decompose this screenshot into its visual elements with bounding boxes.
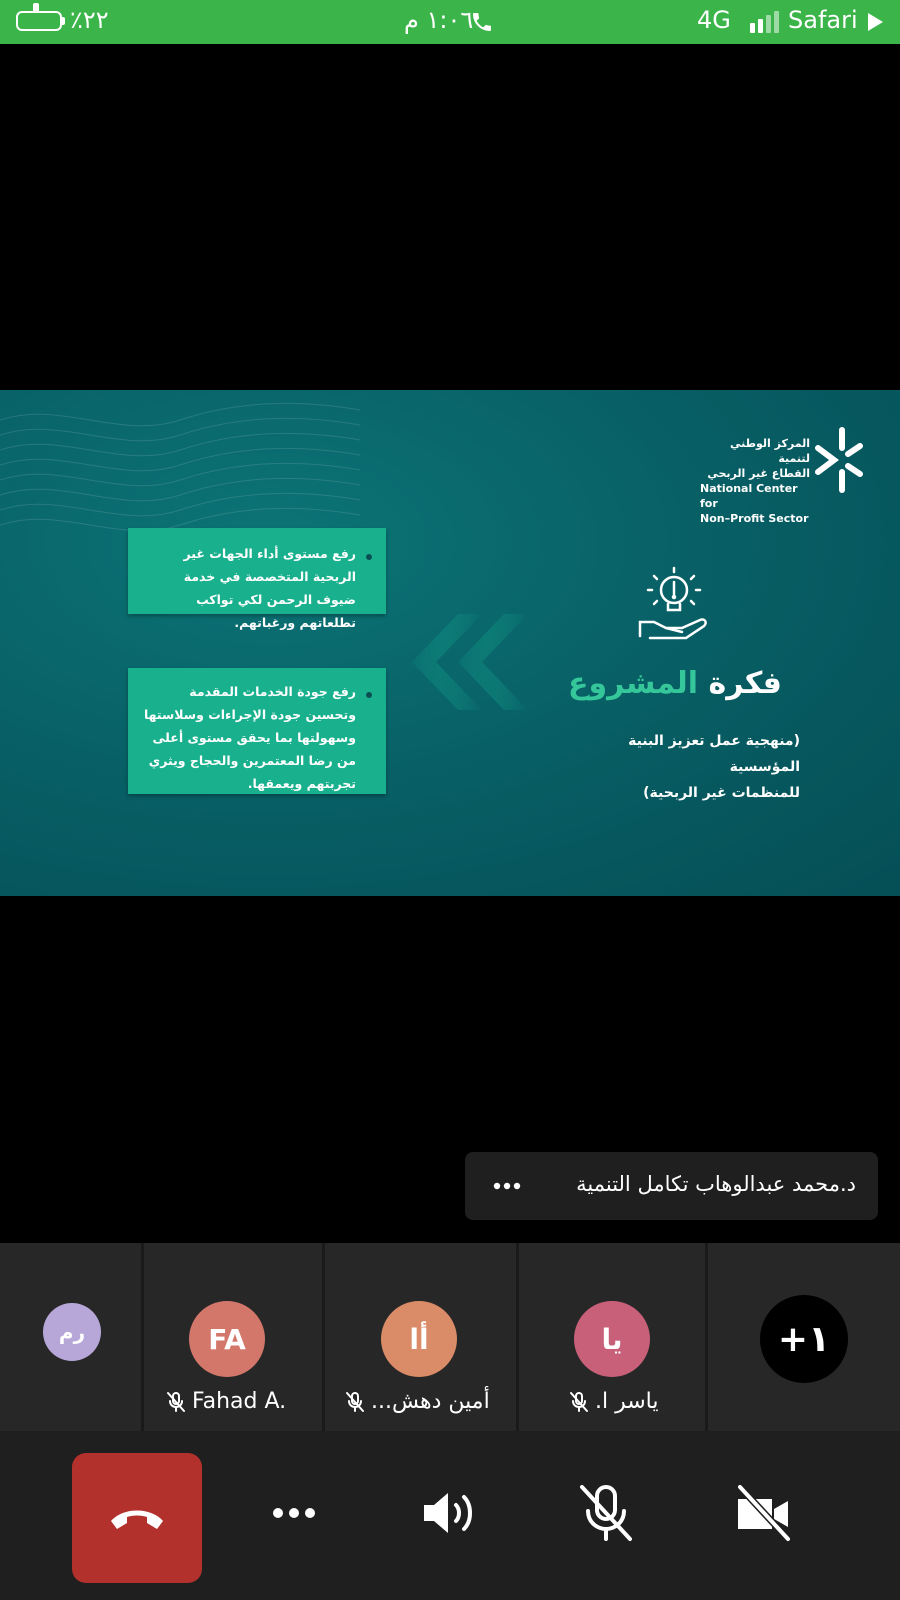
- avatar: أا: [381, 1301, 457, 1377]
- end-call-button[interactable]: [72, 1453, 202, 1583]
- ncnp-logo-icon: [812, 424, 866, 496]
- battery-percent: ٪٢٢: [70, 6, 109, 34]
- battery-level: [33, 3, 39, 13]
- camera-off-icon[interactable]: [734, 1483, 794, 1543]
- back-to-app[interactable]: Safari: [788, 6, 858, 34]
- more-options-button[interactable]: [264, 1483, 324, 1543]
- participant-tile[interactable]: [0, 1243, 141, 1431]
- mic-off-icon[interactable]: [576, 1483, 636, 1543]
- participant-name: Fahad A.: [166, 1389, 286, 1414]
- participant-name: ياسر ا.: [569, 1389, 659, 1414]
- avatar: FA: [189, 1301, 265, 1377]
- mic-off-icon: [569, 1391, 589, 1413]
- shared-screen-slide: [0, 390, 900, 896]
- double-chevron-left-icon: [412, 614, 528, 710]
- slide-title: فكرة المشروع: [568, 666, 782, 701]
- slide-subtitle: (منهجية عمل تعزيز البنية المؤسسية للمنظمات غير الربحية): [628, 733, 800, 801]
- participant-name: أمين دهش...: [345, 1389, 490, 1414]
- mic-off-icon: [166, 1391, 186, 1413]
- lightbulb-hand-icon: [636, 566, 712, 644]
- presenter-name: د.محمد عبدالوهاب تكامل التنمية: [576, 1172, 856, 1196]
- goal-box-2: [128, 668, 386, 794]
- status-bar: [0, 0, 900, 44]
- goal-text-1: رفع مستوى أداء الجهات غير الربحية المتخصصة في خدمة ضيوف الرحمن لكي تواكب تطلعاتهم ورغباتهم.: [183, 546, 356, 630]
- mic-off-icon: [345, 1391, 365, 1413]
- participants-strip: [0, 1243, 900, 1431]
- battery-icon: [16, 11, 62, 31]
- goal-text-2: رفع جودة الخدمات المقدمة وتحسين جودة الإجراءات وسلاستها وسهولتها بما يحقق مستوى أعلى من رضا المعتمرين والحجاج ويثري تجربتهم ويعمقها.: [143, 684, 356, 791]
- more-dots-icon[interactable]: [493, 1182, 521, 1190]
- participant-tile[interactable]: [144, 1243, 322, 1431]
- signal-icon: [750, 11, 782, 33]
- call-controls: [0, 1431, 900, 1600]
- speaker-volume-icon[interactable]: [420, 1483, 480, 1543]
- goal-box-1: [128, 528, 386, 630]
- phone-call-icon: [470, 10, 494, 34]
- avatar: رم: [43, 1303, 101, 1361]
- logo-text: المركز الوطني لتنمية القطاع غير الربحي National Center for Non–Profit Sector: [700, 437, 810, 525]
- phone-hangup-icon: [107, 1503, 167, 1533]
- participant-tile[interactable]: [325, 1243, 516, 1431]
- play-icon: [866, 12, 884, 32]
- presenter-label[interactable]: [465, 1152, 878, 1220]
- network-type: 4G: [697, 6, 731, 34]
- more-participants-button[interactable]: +١: [760, 1295, 848, 1383]
- clock: ١:٠٦ م: [404, 6, 474, 34]
- avatar: يا: [574, 1301, 650, 1377]
- participant-tile[interactable]: [519, 1243, 705, 1431]
